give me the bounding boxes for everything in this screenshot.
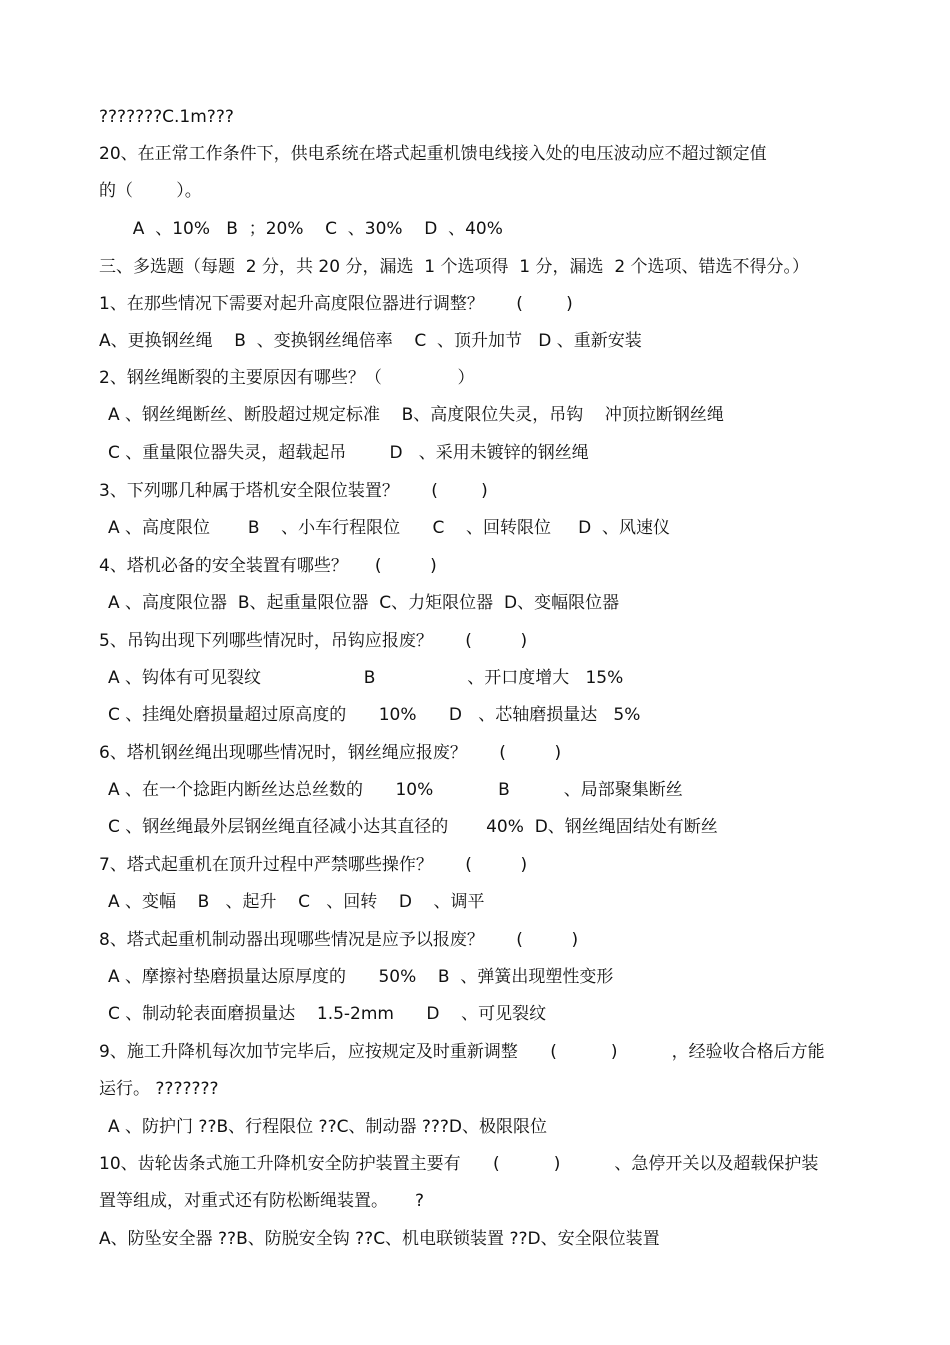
question-6-options-cd: C 、钢丝绳最外层钢丝绳直径减小达其直径的 40% D、钢丝绳固结处有断丝 (108, 817, 718, 837)
question-9-cont: 运行。 ??????? (99, 1079, 219, 1099)
question-5-options-ab: A 、钩体有可见裂纹 B 、开口度增大 15% (108, 668, 624, 688)
question-7: 7、塔式起重机在顶升过程中严禁哪些操作？ ( ) (99, 855, 528, 875)
question-5: 5、吊钩出现下列哪些情况时，吊钩应报废？ ( ) (99, 631, 528, 651)
section-heading-multiple-choice: 三、多选题（每题 2 分，共 20 分，漏选 1 个选项得 1 分，漏选 2 个选项、错选不得分。） (99, 257, 810, 277)
question-5-options-cd: C 、挂绳处磨损量超过原高度的 10% D 、芯轴磨损量达 5% (108, 705, 641, 725)
question-1-options: A、更换钢丝绳 B 、变换钢丝绳倍率 C 、顶升加节 D 、重新安装 (99, 331, 642, 351)
question-6-options-ab: A 、在一个捻距内断丝达总丝数的 10% B 、局部聚集断丝 (108, 780, 683, 800)
question-10-cont: 置等组成，对重式还有防松断绳装置。 ? (99, 1191, 425, 1211)
question-3-options: A 、高度限位 B 、小车行程限位 C 、回转限位 D 、风速仪 (108, 518, 670, 538)
question-6: 6、塔机钢丝绳出现哪些情况时，钢丝绳应报废？ ( ) (99, 743, 562, 763)
question-9: 9、施工升降机每次加节完毕后，应按规定及时重新调整 ( ) ，经验收合格后方能 (99, 1042, 825, 1062)
question-2-options-ab: A 、钢丝绳断丝、断股超过规定标准 B、高度限位失灵，吊钩 冲顶拉断钢丝绳 (108, 405, 724, 425)
question-9-options: A 、防护门 ??B、行程限位 ??C、制动器 ???D、极限限位 (108, 1117, 548, 1137)
question-10: 10、齿轮齿条式施工升降机安全防护装置主要有 ( ) 、急停开关以及超载保护装 (99, 1154, 819, 1174)
question-4: 4、塔机必备的安全装置有哪些？ ( ) (99, 556, 437, 576)
question-8: 8、塔式起重机制动器出现哪些情况是应予以报废？ ( ) (99, 930, 579, 950)
question-20: 20、在正常工作条件下，供电系统在塔式起重机馈电线接入处的电压波动应不超过额定值 (99, 144, 767, 164)
question-2-options-cd: C 、重量限位器失灵，超载起吊 D 、采用未镀锌的钢丝绳 (108, 443, 589, 463)
question-3: 3、下列哪几种属于塔机安全限位装置？ ( ) (99, 481, 488, 501)
question-2: 2、钢丝绳断裂的主要原因有哪些？（ ） (99, 368, 475, 388)
question-8-options-cd: C 、制动轮表面磨损量达 1.5-2mm D 、可见裂纹 (108, 1004, 547, 1024)
question-8-options-ab: A 、摩擦衬垫磨损量达原厚度的 50% B 、弹簧出现塑性变形 (108, 967, 614, 987)
question-4-options: A 、高度限位器 B、起重量限位器 C、力矩限位器 D、变幅限位器 (108, 593, 620, 613)
text-line-fragment: ???????C.1m??? (99, 107, 234, 127)
question-7-options: A 、变幅 B 、起升 C 、回转 D 、调平 (108, 892, 485, 912)
question-1: 1、在那些情况下需要对起升高度限位器进行调整？ ( ) (99, 294, 573, 314)
question-10-options: A、防坠安全器 ??B、防脱安全钩 ??C、机电联锁装置 ??D、安全限位装置 (99, 1229, 660, 1249)
question-20-cont: 的（ ）。 (99, 181, 202, 201)
question-20-options: A 、10% B ；20% C 、30% D 、40% (122, 219, 503, 239)
